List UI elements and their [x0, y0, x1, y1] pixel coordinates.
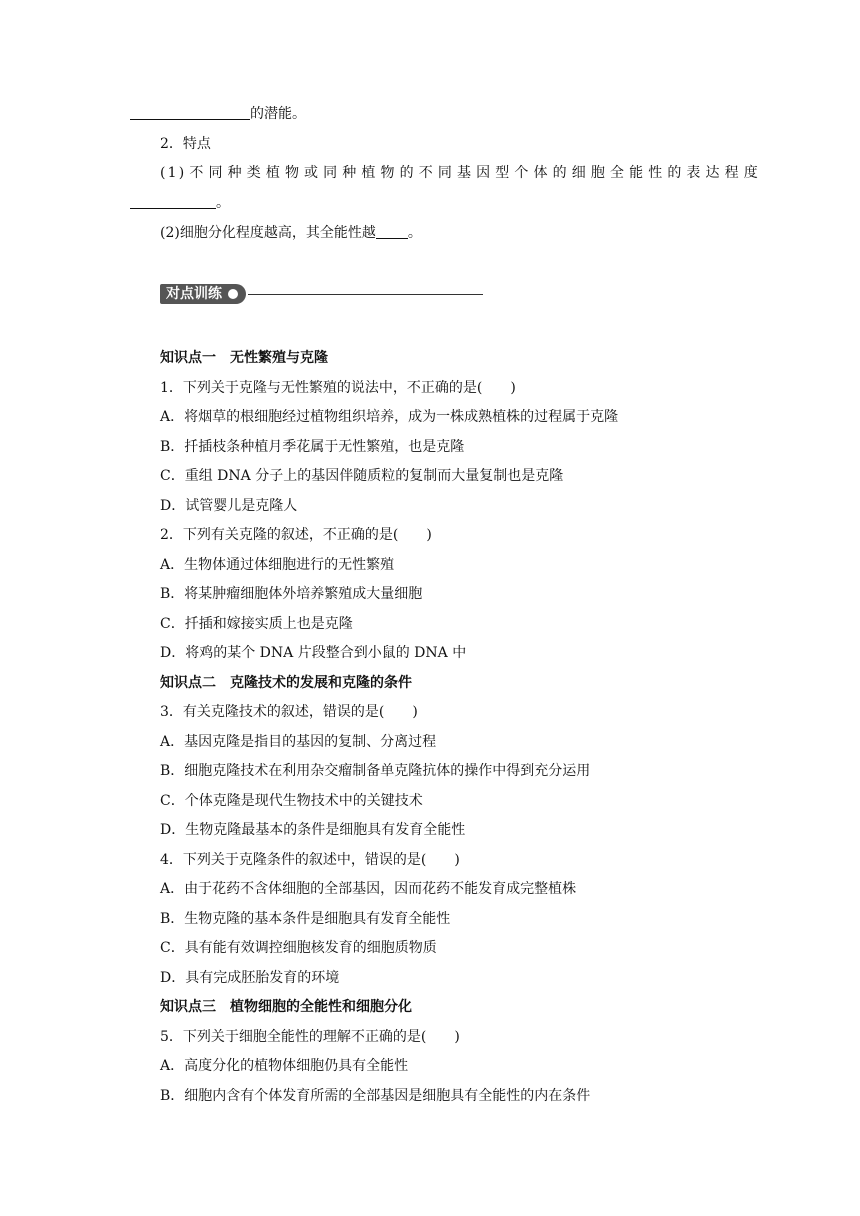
option-d[interactable]: D．具有完成胚胎发育的环境	[160, 970, 340, 986]
option-b[interactable]: B．扦插枝条种植月季花属于无性繁殖，也是克隆	[160, 439, 465, 455]
option-c[interactable]: C．扦插和嫁接实质上也是克隆	[160, 616, 353, 632]
fill-blank-line	[160, 223, 422, 243]
line-text: 的潜能。	[250, 106, 306, 122]
option-a[interactable]: A．将烟草的根细胞经过植物组织培养，成为一株成熟植株的过程属于克隆	[160, 409, 619, 425]
option-c[interactable]: C．重组 DNA 分子上的基因伴随质粒的复制而大量复制也是克隆	[160, 468, 564, 484]
option-a[interactable]: A．生物体通过体细胞进行的无性繁殖	[160, 557, 395, 573]
answer-blank[interactable]	[130, 105, 250, 120]
item-text: (1)不同种类植物或同种植物的不同基因型个体的细胞全能性的表达程度	[160, 165, 760, 181]
option-d[interactable]: D．生物克隆最基本的条件是细胞具有发育全能性	[160, 822, 466, 838]
answer-blank[interactable]	[376, 224, 408, 239]
option-c[interactable]: C．具有能有效调控细胞核发育的细胞质物质	[160, 940, 437, 956]
option-b[interactable]: B．细胞内含有个体发育所需的全部基因是细胞具有全能性的内在条件	[160, 1088, 591, 1104]
question-stem: 2．下列有关克隆的叙述，不正确的是( )	[160, 527, 432, 543]
question-stem: 4．下列关于克隆条件的叙述中，错误的是( )	[160, 852, 460, 868]
option-a[interactable]: A．高度分化的植物体细胞仍具有全能性	[160, 1058, 409, 1074]
option-a[interactable]: A．由于花药不含体细胞的全部基因，因而花药不能发育成完整植株	[160, 881, 577, 897]
option-b[interactable]: B．将某肿瘤细胞体外培养繁殖成大量细胞	[160, 586, 423, 602]
knowledge-point-title: 知识点三 植物细胞的全能性和细胞分化	[160, 999, 412, 1015]
section-header	[160, 283, 483, 305]
fill-blank-line	[130, 104, 306, 124]
section-label: 对点训练	[166, 286, 222, 302]
answer-blank[interactable]	[130, 194, 216, 209]
question-stem: 5．下列关于细胞全能性的理解不正确的是( )	[160, 1029, 460, 1045]
fill-blank-line	[130, 193, 230, 213]
knowledge-point-title: 知识点一 无性繁殖与克隆	[160, 350, 328, 366]
question-stem: 3．有关克隆技术的叙述，错误的是( )	[160, 704, 418, 720]
line-text: 。	[216, 195, 230, 211]
bullet-dot-icon	[228, 289, 238, 299]
knowledge-point-title: 知识点二 克隆技术的发展和克隆的条件	[160, 675, 412, 691]
question-stem: 1．下列关于克隆与无性繁殖的说法中，不正确的是( )	[160, 380, 516, 396]
option-d[interactable]: D．将鸡的某个 DNA 片段整合到小鼠的 DNA 中	[160, 645, 467, 661]
line-text: (2)细胞分化程度越高，其全能性越	[160, 225, 376, 241]
option-d[interactable]: D．试管婴儿是克隆人	[160, 498, 298, 514]
option-a[interactable]: A．基因克隆是指目的基因的复制、分离过程	[160, 734, 437, 750]
option-b[interactable]: B．细胞克隆技术在利用杂交瘤制备单克隆抗体的操作中得到充分运用	[160, 763, 591, 779]
option-c[interactable]: C．个体克隆是现代生物技术中的关键技术	[160, 793, 423, 809]
line-text: 。	[407, 225, 422, 241]
item-title: 2．特点	[160, 136, 211, 152]
section-rule	[248, 294, 483, 295]
option-b[interactable]: B．生物克隆的基本条件是细胞具有发育全能性	[160, 911, 451, 927]
section-label-box	[160, 284, 246, 304]
